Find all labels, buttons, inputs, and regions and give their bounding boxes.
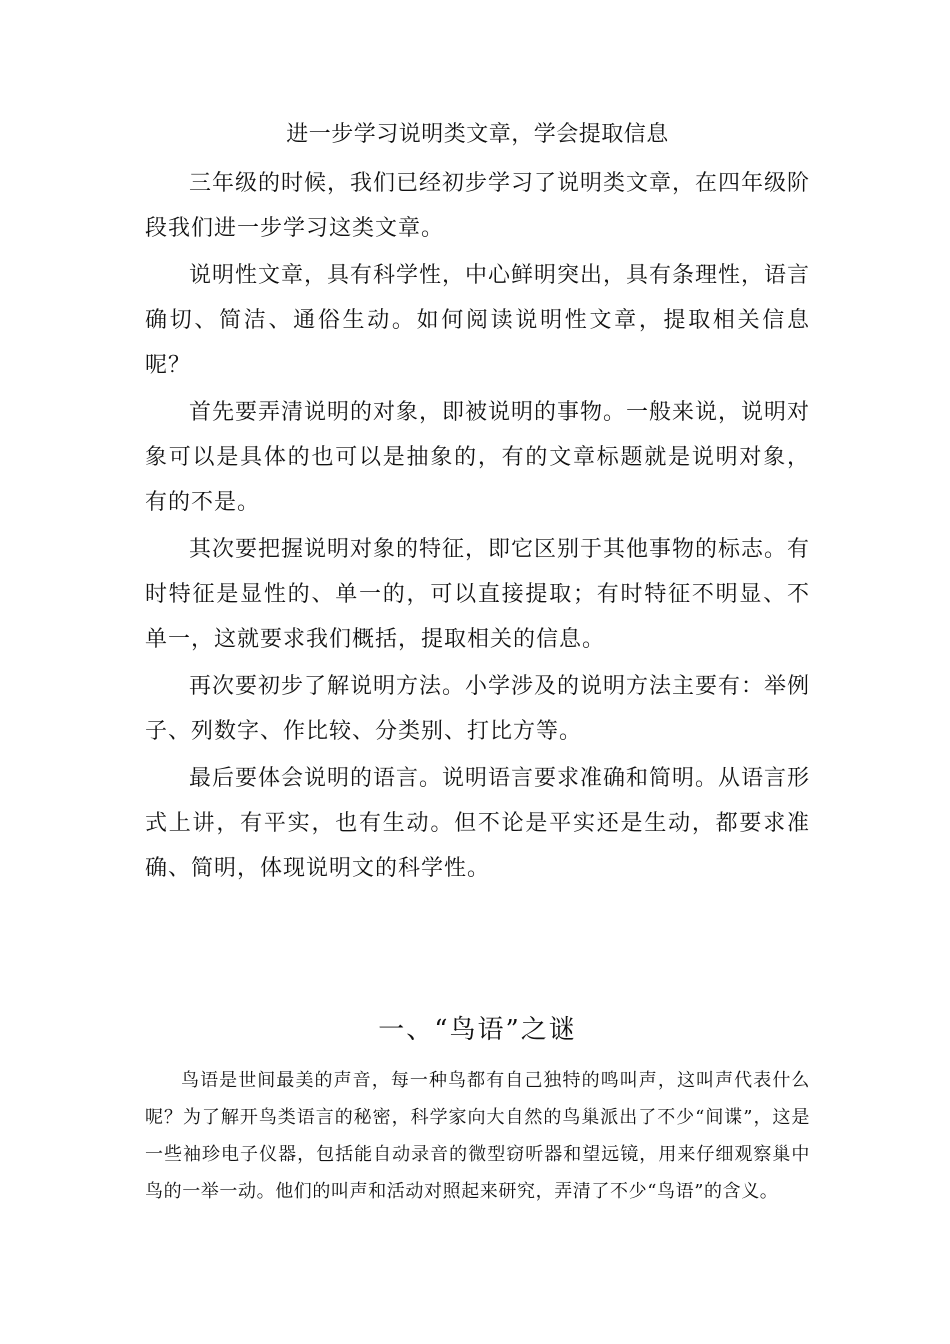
section-title: 一、“鸟语”之谜 (378, 1015, 577, 1045)
intro-title: 进一步学习说明类文章，学会提取信息 (286, 122, 669, 147)
intro-paragraph: 其次要把握说明对象的特征，即它区别于其他事物的标志。有时特征是显性的、单一的，可以直接提取；有时特征不明显、不单一，这就要求我们概括，提取相关的信息。 (145, 537, 811, 652)
intro-section (145, 113, 810, 893)
intro-paragraph: 三年级的时候，我们已经初步学习了说明类文章，在四年级阶段我们进一步学习这类文章。 (145, 171, 811, 241)
section-paragraph: 鸟语是世间最美的声音，每一种鸟都有自己独特的鸣叫声，这叫声代表什么呢？为了解开鸟类语言的秘密，科学家向大自然的鸟巢派出了不少“间谍”，这是一些袖珍电子仪器，包括能自动录音的微型窃听器和望远镜，用来仔细观察巢中鸟的一举一动。他们的叫声和活动对照起来研究，弄清了不少“鸟语”的含义。 (145, 1070, 810, 1202)
bird-language-section (145, 1010, 810, 1210)
intro-paragraph: 说明性文章，具有科学性，中心鲜明突出，具有条理性，语言确切、简洁、通俗生动。如何阅读说明性文章，提取相关信息呢？ (145, 263, 811, 378)
intro-paragraph: 首先要弄清说明的对象，即被说明的事物。一般来说，说明对象可以是具体的也可以是抽象的，有的文章标题就是说明对象，有的不是。 (145, 400, 811, 515)
intro-paragraph: 再次要初步了解说明方法。小学涉及的说明方法主要有：举例子、列数字、作比较、分类别、打比方等。 (145, 674, 811, 744)
intro-paragraph: 最后要体会说明的语言。说明语言要求准确和简明。从语言形式上讲，有平实，也有生动。但不论是平实还是生动，都要求准确、简明，体现说明文的科学性。 (145, 766, 811, 881)
